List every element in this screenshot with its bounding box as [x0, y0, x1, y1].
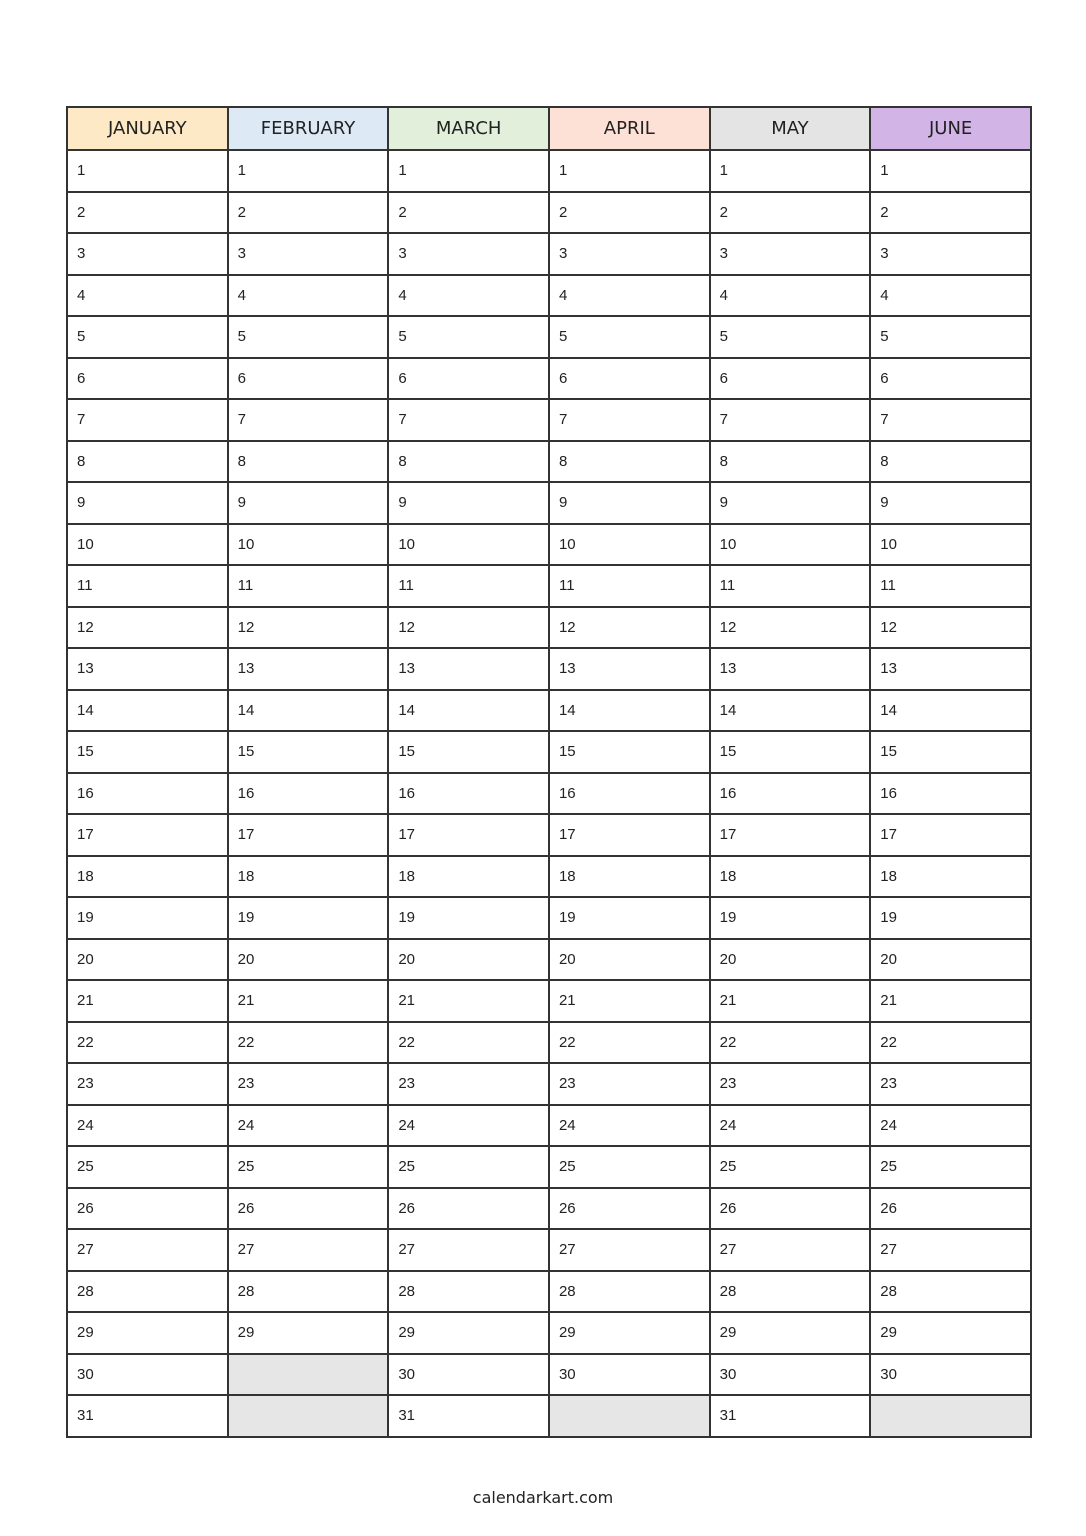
day-cell: 10 [870, 524, 1031, 566]
day-cell: 22 [228, 1022, 389, 1064]
day-cell: 8 [870, 441, 1031, 483]
day-cell: 3 [228, 233, 389, 275]
day-cell: 1 [388, 150, 549, 192]
day-row [67, 1105, 1031, 1147]
monthly-calendar-table [66, 106, 1032, 1438]
day-cell: 1 [870, 150, 1031, 192]
day-cell: 12 [870, 607, 1031, 649]
day-cell: 31 [388, 1395, 549, 1437]
day-cell: 24 [870, 1105, 1031, 1147]
day-row [67, 980, 1031, 1022]
day-cell: 7 [870, 399, 1031, 441]
day-cell: 4 [228, 275, 389, 317]
day-row [67, 524, 1031, 566]
day-cell: 20 [710, 939, 871, 981]
day-cell: 2 [228, 192, 389, 234]
day-cell: 17 [870, 814, 1031, 856]
day-cell: 8 [549, 441, 710, 483]
day-cell: 23 [388, 1063, 549, 1105]
day-cell: 16 [870, 773, 1031, 815]
day-cell: 27 [228, 1229, 389, 1271]
day-row [67, 897, 1031, 939]
day-cell: 13 [870, 648, 1031, 690]
day-cell: 6 [710, 358, 871, 400]
day-cell: 28 [870, 1271, 1031, 1313]
day-row [67, 1395, 1031, 1437]
day-cell: 13 [388, 648, 549, 690]
day-cell: 24 [388, 1105, 549, 1147]
day-cell: 24 [549, 1105, 710, 1147]
empty-day-cell [549, 1395, 710, 1437]
day-cell: 25 [549, 1146, 710, 1188]
day-cell: 27 [710, 1229, 871, 1271]
day-row [67, 1354, 1031, 1396]
day-cell: 3 [710, 233, 871, 275]
day-cell: 6 [228, 358, 389, 400]
day-cell: 26 [67, 1188, 228, 1230]
day-cell: 26 [388, 1188, 549, 1230]
day-cell: 16 [228, 773, 389, 815]
day-cell: 24 [228, 1105, 389, 1147]
day-cell: 11 [228, 565, 389, 607]
day-cell: 27 [549, 1229, 710, 1271]
day-cell: 22 [67, 1022, 228, 1064]
day-cell: 20 [870, 939, 1031, 981]
day-cell: 15 [549, 731, 710, 773]
day-cell: 14 [870, 690, 1031, 732]
day-cell: 21 [710, 980, 871, 1022]
day-cell: 14 [710, 690, 871, 732]
day-cell: 2 [67, 192, 228, 234]
day-cell: 26 [228, 1188, 389, 1230]
day-cell: 19 [388, 897, 549, 939]
day-cell: 29 [67, 1312, 228, 1354]
day-cell: 10 [549, 524, 710, 566]
day-cell: 20 [228, 939, 389, 981]
day-cell: 28 [388, 1271, 549, 1313]
day-cell: 16 [67, 773, 228, 815]
day-cell: 7 [388, 399, 549, 441]
day-cell: 23 [710, 1063, 871, 1105]
day-cell: 11 [870, 565, 1031, 607]
day-cell: 12 [710, 607, 871, 649]
day-cell: 7 [549, 399, 710, 441]
day-cell: 5 [710, 316, 871, 358]
day-cell: 10 [710, 524, 871, 566]
day-cell: 20 [388, 939, 549, 981]
day-cell: 7 [710, 399, 871, 441]
day-cell: 8 [710, 441, 871, 483]
day-cell: 30 [67, 1354, 228, 1396]
day-cell: 13 [67, 648, 228, 690]
day-row [67, 690, 1031, 732]
day-cell: 19 [549, 897, 710, 939]
day-cell: 12 [388, 607, 549, 649]
day-cell: 9 [710, 482, 871, 524]
day-cell: 11 [710, 565, 871, 607]
day-row [67, 233, 1031, 275]
day-cell: 23 [549, 1063, 710, 1105]
day-cell: 18 [710, 856, 871, 898]
day-row [67, 607, 1031, 649]
day-cell: 5 [67, 316, 228, 358]
day-row [67, 1312, 1031, 1354]
day-cell: 25 [388, 1146, 549, 1188]
day-cell: 2 [549, 192, 710, 234]
day-row [67, 275, 1031, 317]
day-row [67, 1271, 1031, 1313]
day-cell: 14 [67, 690, 228, 732]
day-cell: 16 [388, 773, 549, 815]
day-cell: 18 [870, 856, 1031, 898]
day-cell: 15 [710, 731, 871, 773]
day-cell: 9 [870, 482, 1031, 524]
day-cell: 3 [870, 233, 1031, 275]
day-cell: 28 [549, 1271, 710, 1313]
day-row [67, 441, 1031, 483]
day-cell: 6 [388, 358, 549, 400]
day-cell: 1 [710, 150, 871, 192]
day-cell: 18 [388, 856, 549, 898]
day-cell: 16 [549, 773, 710, 815]
day-row [67, 316, 1031, 358]
day-cell: 21 [870, 980, 1031, 1022]
day-cell: 26 [549, 1188, 710, 1230]
day-cell: 11 [549, 565, 710, 607]
day-cell: 21 [549, 980, 710, 1022]
day-cell: 10 [67, 524, 228, 566]
day-row [67, 1063, 1031, 1105]
day-cell: 9 [228, 482, 389, 524]
day-cell: 30 [549, 1354, 710, 1396]
day-cell: 13 [228, 648, 389, 690]
day-cell: 4 [67, 275, 228, 317]
day-row [67, 565, 1031, 607]
day-cell: 25 [710, 1146, 871, 1188]
day-cell: 19 [710, 897, 871, 939]
day-row [67, 731, 1031, 773]
day-cell: 21 [388, 980, 549, 1022]
day-cell: 18 [228, 856, 389, 898]
day-cell: 29 [228, 1312, 389, 1354]
day-cell: 9 [67, 482, 228, 524]
day-cell: 11 [67, 565, 228, 607]
day-cell: 18 [67, 856, 228, 898]
day-cell: 27 [388, 1229, 549, 1271]
day-cell: 1 [67, 150, 228, 192]
day-cell: 5 [388, 316, 549, 358]
day-cell: 5 [549, 316, 710, 358]
day-cell: 17 [710, 814, 871, 856]
day-cell: 22 [549, 1022, 710, 1064]
day-row [67, 773, 1031, 815]
day-cell: 18 [549, 856, 710, 898]
day-cell: 15 [870, 731, 1031, 773]
day-cell: 4 [388, 275, 549, 317]
day-cell: 28 [710, 1271, 871, 1313]
day-cell: 2 [870, 192, 1031, 234]
day-cell: 29 [710, 1312, 871, 1354]
day-row [67, 150, 1031, 192]
day-cell: 31 [67, 1395, 228, 1437]
day-cell: 23 [870, 1063, 1031, 1105]
day-cell: 25 [67, 1146, 228, 1188]
day-cell: 14 [549, 690, 710, 732]
day-cell: 6 [549, 358, 710, 400]
day-cell: 24 [710, 1105, 871, 1147]
day-cell: 13 [549, 648, 710, 690]
day-cell: 13 [710, 648, 871, 690]
day-cell: 19 [67, 897, 228, 939]
day-cell: 24 [67, 1105, 228, 1147]
day-cell: 9 [388, 482, 549, 524]
day-cell: 29 [549, 1312, 710, 1354]
day-cell: 22 [870, 1022, 1031, 1064]
day-cell: 2 [388, 192, 549, 234]
day-cell: 15 [67, 731, 228, 773]
day-cell: 8 [67, 441, 228, 483]
day-cell: 15 [388, 731, 549, 773]
day-cell: 20 [549, 939, 710, 981]
day-row [67, 648, 1031, 690]
day-cell: 8 [228, 441, 389, 483]
day-row [67, 358, 1031, 400]
day-cell: 25 [870, 1146, 1031, 1188]
day-cell: 12 [67, 607, 228, 649]
day-cell: 5 [228, 316, 389, 358]
day-cell: 22 [710, 1022, 871, 1064]
day-cell: 21 [67, 980, 228, 1022]
day-cell: 4 [870, 275, 1031, 317]
day-cell: 14 [388, 690, 549, 732]
day-cell: 1 [228, 150, 389, 192]
day-cell: 31 [710, 1395, 871, 1437]
day-row [67, 1146, 1031, 1188]
day-cell: 26 [710, 1188, 871, 1230]
day-row [67, 1229, 1031, 1271]
month-header-april: APRIL [549, 107, 710, 150]
day-cell: 5 [870, 316, 1031, 358]
empty-day-cell [870, 1395, 1031, 1437]
day-cell: 8 [388, 441, 549, 483]
month-header-may: MAY [710, 107, 871, 150]
day-row [67, 192, 1031, 234]
day-row [67, 482, 1031, 524]
month-header-row [67, 107, 1031, 150]
day-cell: 11 [388, 565, 549, 607]
day-cell: 3 [549, 233, 710, 275]
day-cell: 22 [388, 1022, 549, 1064]
day-cell: 17 [388, 814, 549, 856]
day-row [67, 399, 1031, 441]
day-cell: 12 [228, 607, 389, 649]
day-cell: 15 [228, 731, 389, 773]
day-cell: 4 [549, 275, 710, 317]
day-cell: 10 [228, 524, 389, 566]
day-cell: 9 [549, 482, 710, 524]
month-header-june: JUNE [870, 107, 1031, 150]
day-cell: 10 [388, 524, 549, 566]
day-row [67, 1188, 1031, 1230]
day-cell: 29 [870, 1312, 1031, 1354]
day-cell: 17 [67, 814, 228, 856]
day-cell: 4 [710, 275, 871, 317]
day-cell: 12 [549, 607, 710, 649]
month-header-january: JANUARY [67, 107, 228, 150]
day-cell: 20 [67, 939, 228, 981]
day-cell: 7 [228, 399, 389, 441]
day-cell: 30 [870, 1354, 1031, 1396]
day-row [67, 814, 1031, 856]
day-cell: 28 [228, 1271, 389, 1313]
day-cell: 6 [870, 358, 1031, 400]
day-cell: 19 [228, 897, 389, 939]
day-cell: 3 [67, 233, 228, 275]
day-row [67, 1022, 1031, 1064]
day-cell: 28 [67, 1271, 228, 1313]
day-cell: 25 [228, 1146, 389, 1188]
day-cell: 23 [67, 1063, 228, 1105]
day-cell: 3 [388, 233, 549, 275]
day-cell: 7 [67, 399, 228, 441]
day-cell: 21 [228, 980, 389, 1022]
day-cell: 23 [228, 1063, 389, 1105]
empty-day-cell [228, 1395, 389, 1437]
day-cell: 6 [67, 358, 228, 400]
footer-website: calendarkart.com [472, 1488, 614, 1507]
day-cell: 2 [710, 192, 871, 234]
day-cell: 19 [870, 897, 1031, 939]
day-cell: 17 [549, 814, 710, 856]
month-header-march: MARCH [388, 107, 549, 150]
day-cell: 30 [388, 1354, 549, 1396]
day-cell: 14 [228, 690, 389, 732]
day-cell: 29 [388, 1312, 549, 1354]
empty-day-cell [228, 1354, 389, 1396]
day-row [67, 939, 1031, 981]
day-cell: 27 [870, 1229, 1031, 1271]
day-cell: 1 [549, 150, 710, 192]
day-cell: 17 [228, 814, 389, 856]
day-cell: 26 [870, 1188, 1031, 1230]
month-header-february: FEBRUARY [228, 107, 389, 150]
day-cell: 30 [710, 1354, 871, 1396]
calendar-body [67, 150, 1031, 1437]
day-cell: 27 [67, 1229, 228, 1271]
day-row [67, 856, 1031, 898]
day-cell: 16 [710, 773, 871, 815]
